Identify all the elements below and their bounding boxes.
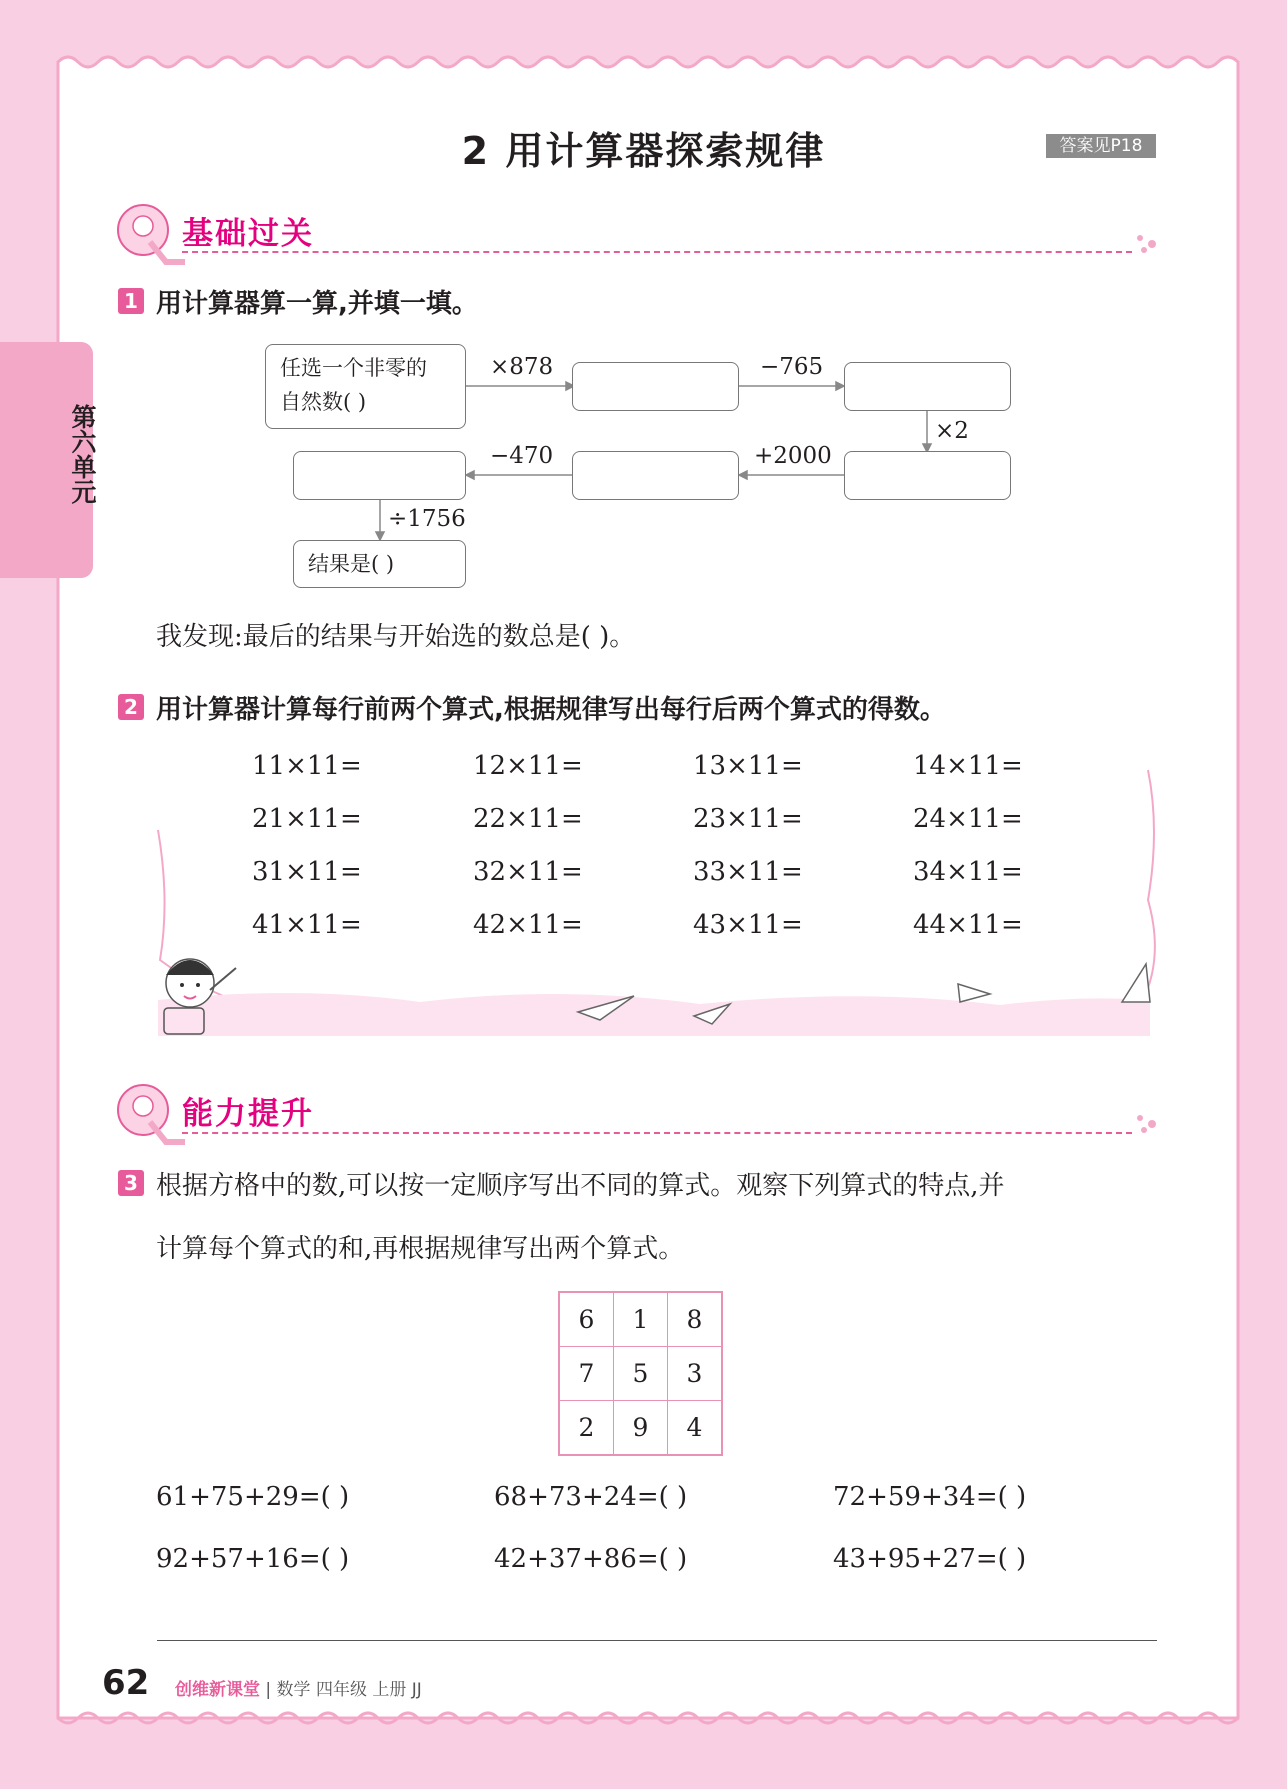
op-minus-765: −765 bbox=[760, 354, 824, 380]
answer-box-4[interactable] bbox=[572, 451, 739, 500]
equation-cell: 14×11= bbox=[913, 751, 1023, 781]
grid-cell: 6 bbox=[559, 1292, 614, 1347]
section-divider bbox=[182, 1132, 1132, 1134]
question-prompt: 用计算器算一算,并填一填。 bbox=[156, 289, 478, 319]
op-plus-2000: +2000 bbox=[754, 443, 832, 469]
op-divide-1756: ÷1756 bbox=[388, 506, 466, 532]
answer-box-3[interactable] bbox=[844, 451, 1011, 500]
equation-cell: 43×11= bbox=[693, 910, 803, 940]
grid-cell: 5 bbox=[614, 1347, 668, 1401]
question-number: 1 bbox=[118, 288, 144, 314]
equation-cell: 22×11= bbox=[473, 804, 583, 834]
footer-separator: | bbox=[260, 1680, 277, 1700]
sum-equation: 61+75+29=( ) bbox=[156, 1482, 350, 1512]
result-box[interactable] bbox=[293, 540, 466, 588]
section-title-basic: 基础过关 bbox=[182, 216, 314, 252]
magic-square-grid bbox=[558, 1291, 723, 1456]
op-times-2: ×2 bbox=[935, 418, 969, 444]
result-box-label: 结果是( ) bbox=[308, 552, 395, 576]
grid-cell: 1 bbox=[614, 1292, 668, 1347]
section-divider bbox=[182, 251, 1132, 253]
question-number: 2 bbox=[118, 694, 144, 720]
book-name: 创维新课堂 bbox=[175, 1680, 260, 1700]
footer-text bbox=[175, 1675, 422, 1700]
answer-box-1[interactable] bbox=[572, 362, 739, 411]
footer-divider bbox=[157, 1640, 1157, 1641]
equation-cell: 42×11= bbox=[473, 910, 583, 940]
book-info: 数学 四年级 上册 JJ bbox=[276, 1680, 422, 1700]
grid-cell: 8 bbox=[668, 1292, 723, 1347]
grid-cell: 7 bbox=[559, 1347, 614, 1401]
equation-cell: 23×11= bbox=[693, 804, 803, 834]
start-box-line2: 自然数( ) bbox=[280, 390, 367, 414]
equation-cell: 41×11= bbox=[252, 910, 362, 940]
answer-box-5[interactable] bbox=[293, 451, 466, 500]
page-number: 62 bbox=[102, 1663, 150, 1703]
equation-cell: 31×11= bbox=[252, 857, 362, 887]
start-number-box bbox=[265, 344, 466, 429]
unit-side-label: 第六单元 bbox=[68, 404, 97, 504]
equation-cell: 12×11= bbox=[473, 751, 583, 781]
question-prompt-line2: 计算每个算式的和,再根据规律写出两个算式。 bbox=[156, 1234, 685, 1264]
op-minus-470: −470 bbox=[490, 443, 554, 469]
sum-equation: 72+59+34=( ) bbox=[833, 1482, 1027, 1512]
equation-cell: 21×11= bbox=[252, 804, 362, 834]
finding-sentence: 我发现:最后的结果与开始选的数总是( )。 bbox=[156, 622, 636, 652]
equation-cell: 13×11= bbox=[693, 751, 803, 781]
grid-cell: 2 bbox=[559, 1401, 614, 1456]
equation-cell: 32×11= bbox=[473, 857, 583, 887]
equation-cell: 34×11= bbox=[913, 857, 1023, 887]
answer-reference-badge: 答案见P18 bbox=[1046, 134, 1156, 158]
grid-cell: 4 bbox=[668, 1401, 723, 1456]
equation-cell: 24×11= bbox=[913, 804, 1023, 834]
equation-cell: 33×11= bbox=[693, 857, 803, 887]
sum-equation: 92+57+16=( ) bbox=[156, 1544, 350, 1574]
question-prompt: 用计算器计算每行前两个算式,根据规律写出每行后两个算式的得数。 bbox=[156, 695, 946, 725]
grid-cell: 9 bbox=[614, 1401, 668, 1456]
start-box-line1: 任选一个非零的 bbox=[280, 356, 427, 380]
equation-cell: 44×11= bbox=[913, 910, 1023, 940]
op-times-878: ×878 bbox=[490, 354, 554, 380]
section-title-advanced: 能力提升 bbox=[182, 1096, 314, 1132]
page-title: 2 用计算器探索规律 bbox=[461, 129, 826, 173]
sum-equation: 43+95+27=( ) bbox=[833, 1544, 1027, 1574]
grid-cell: 3 bbox=[668, 1347, 723, 1401]
answer-box-2[interactable] bbox=[844, 362, 1011, 411]
equation-cell: 11×11= bbox=[252, 751, 362, 781]
question-number: 3 bbox=[118, 1170, 144, 1196]
question-prompt-line1: 根据方格中的数,可以按一定顺序写出不同的算式。观察下列算式的特点,并 bbox=[156, 1171, 1005, 1201]
sum-equation: 68+73+24=( ) bbox=[494, 1482, 688, 1512]
sum-equation: 42+37+86=( ) bbox=[494, 1544, 688, 1574]
